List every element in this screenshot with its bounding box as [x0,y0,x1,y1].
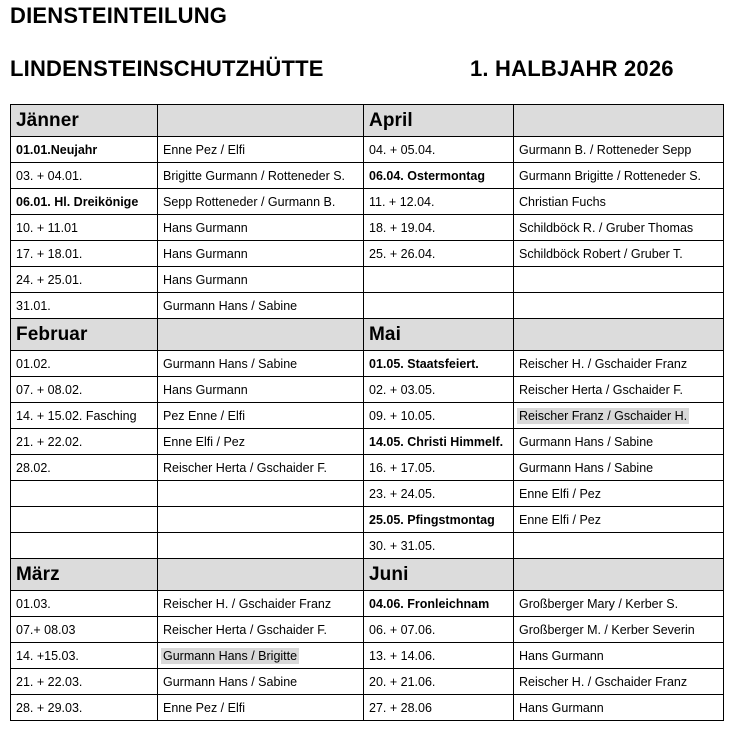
duty-date-right: 23. + 24.05. [364,481,514,507]
duty-names-right: Schildböck Robert / Gruber T. [514,241,724,267]
duty-date-left: 28.02. [11,455,158,481]
table-row [11,669,724,695]
duty-names-right [514,403,724,429]
month-title-left: März [11,559,158,591]
duty-date-left [11,507,158,533]
table-row [11,591,724,617]
duty-names-right: Großberger M. / Kerber Severin [514,617,724,643]
month-header-row [11,559,724,591]
duty-date-left [11,481,158,507]
month-header-row [11,319,724,351]
table-row [11,481,724,507]
month-header-spacer-right [514,105,724,137]
table-row [11,377,724,403]
duty-names-right: Gurmann Brigitte / Rotteneder S. [514,163,724,189]
table-row [11,189,724,215]
duty-names-right: Reischer Herta / Gschaider F. [514,377,724,403]
duty-names-left [158,533,364,559]
duty-names-left: Reischer Herta / Gschaider F. [158,455,364,481]
duty-date-left: 01.01.Neujahr [11,137,158,163]
duty-date-left [11,533,158,559]
duty-date-left: 07.+ 08.03 [11,617,158,643]
duty-names-right [514,267,724,293]
duty-schedule-table [10,104,724,721]
table-row [11,695,724,721]
duty-names-left [158,481,364,507]
duty-date-right [364,293,514,319]
month-header-spacer-left [158,319,364,351]
duty-names-right: Reischer H. / Gschaider Franz [514,669,724,695]
schedule-body [11,105,724,721]
duty-date-right: 04.06. Fronleichnam [364,591,514,617]
duty-date-left: 17. + 18.01. [11,241,158,267]
duty-names-right: Gurmann B. / Rotteneder Sepp [514,137,724,163]
month-header-spacer-left [158,559,364,591]
duty-date-left: 01.02. [11,351,158,377]
duty-names-left: Hans Gurmann [158,215,364,241]
duty-names-right: Hans Gurmann [514,643,724,669]
duty-names-left: Pez Enne / Elfi [158,403,364,429]
duty-names-right [514,533,724,559]
duty-date-right: 25.05. Pfingstmontag [364,507,514,533]
table-row [11,137,724,163]
duty-date-right: 04. + 05.04. [364,137,514,163]
duty-date-left: 10. + 11.01 [11,215,158,241]
month-header-spacer-left [158,105,364,137]
duty-names-right: Gurmann Hans / Sabine [514,455,724,481]
table-row [11,215,724,241]
duty-date-right: 06.04. Ostermontag [364,163,514,189]
duty-date-left: 01.03. [11,591,158,617]
duty-names-left: Gurmann Hans / Sabine [158,293,364,319]
highlighted-text: Gurmann Hans / Brigitte [163,648,298,663]
duty-date-right: 14.05. Christi Himmelf. [364,429,514,455]
table-row [11,455,724,481]
duty-date-right: 27. + 28.06 [364,695,514,721]
duty-date-left: 06.01. Hl. Dreikönige [11,189,158,215]
duty-names-left: Sepp Rotteneder / Gurmann B. [158,189,364,215]
duty-names-right: Großberger Mary / Kerber S. [514,591,724,617]
month-title-left: Jänner [11,105,158,137]
duty-date-right: 11. + 12.04. [364,189,514,215]
table-row [11,293,724,319]
duty-names-left: Gurmann Hans / Sabine [158,669,364,695]
table-row [11,507,724,533]
page-subtitle: LINDENSTEINSCHUTZHÜTTE [10,56,324,81]
duty-date-left: 21. + 22.02. [11,429,158,455]
duty-names-right: Schildböck R. / Gruber Thomas [514,215,724,241]
duty-date-left: 24. + 25.01. [11,267,158,293]
duty-date-right: 02. + 03.05. [364,377,514,403]
month-title-left: Februar [11,319,158,351]
duty-date-right: 16. + 17.05. [364,455,514,481]
table-row [11,163,724,189]
duty-date-left: 03. + 04.01. [11,163,158,189]
table-row [11,617,724,643]
duty-date-left: 31.01. [11,293,158,319]
duty-date-left: 14. + 15.02. Fasching [11,403,158,429]
duty-date-right: 18. + 19.04. [364,215,514,241]
duty-names-left: Hans Gurmann [158,267,364,293]
duty-names-left [158,507,364,533]
duty-date-left: 07. + 08.02. [11,377,158,403]
duty-names-left: Hans Gurmann [158,377,364,403]
duty-names-right [514,293,724,319]
month-header-spacer-right [514,319,724,351]
duty-names-right: Reischer H. / Gschaider Franz [514,351,724,377]
period-label: 1. HALBJAHR 2026 [470,56,674,81]
duty-names-left: Hans Gurmann [158,241,364,267]
month-title-right: April [364,105,514,137]
duty-names-right: Enne Elfi / Pez [514,507,724,533]
duty-names-left: Brigitte Gurmann / Rotteneder S. [158,163,364,189]
month-header-spacer-right [514,559,724,591]
duty-date-right: 30. + 31.05. [364,533,514,559]
duty-names-left: Gurmann Hans / Sabine [158,351,364,377]
duty-names-left: Reischer Herta / Gschaider F. [158,617,364,643]
table-row [11,429,724,455]
duty-date-right: 25. + 26.04. [364,241,514,267]
table-row [11,403,724,429]
month-header-row [11,105,724,137]
duty-names-right: Christian Fuchs [514,189,724,215]
duty-names-right: Enne Elfi / Pez [514,481,724,507]
duty-names-left [158,643,364,669]
duty-date-right: 06. + 07.06. [364,617,514,643]
duty-names-left: Enne Pez / Elfi [158,695,364,721]
month-title-right: Mai [364,319,514,351]
page-title: DIENSTEINTEILUNG [10,3,228,28]
duty-date-right: 09. + 10.05. [364,403,514,429]
duty-names-left: Reischer H. / Gschaider Franz [158,591,364,617]
duty-date-left: 21. + 22.03. [11,669,158,695]
duty-names-right: Hans Gurmann [514,695,724,721]
duty-date-right: 13. + 14.06. [364,643,514,669]
month-title-right: Juni [364,559,514,591]
table-row [11,241,724,267]
table-row [11,643,724,669]
duty-date-left: 14. +15.03. [11,643,158,669]
table-row [11,351,724,377]
duty-names-right: Gurmann Hans / Sabine [514,429,724,455]
duty-date-right: 20. + 21.06. [364,669,514,695]
duty-date-right: 01.05. Staatsfeiert. [364,351,514,377]
highlighted-text: Reischer Franz / Gschaider H. [519,408,688,423]
duty-date-left: 28. + 29.03. [11,695,158,721]
duty-names-left: Enne Elfi / Pez [158,429,364,455]
duty-date-right [364,267,514,293]
table-row [11,533,724,559]
duty-names-left: Enne Pez / Elfi [158,137,364,163]
table-row [11,267,724,293]
